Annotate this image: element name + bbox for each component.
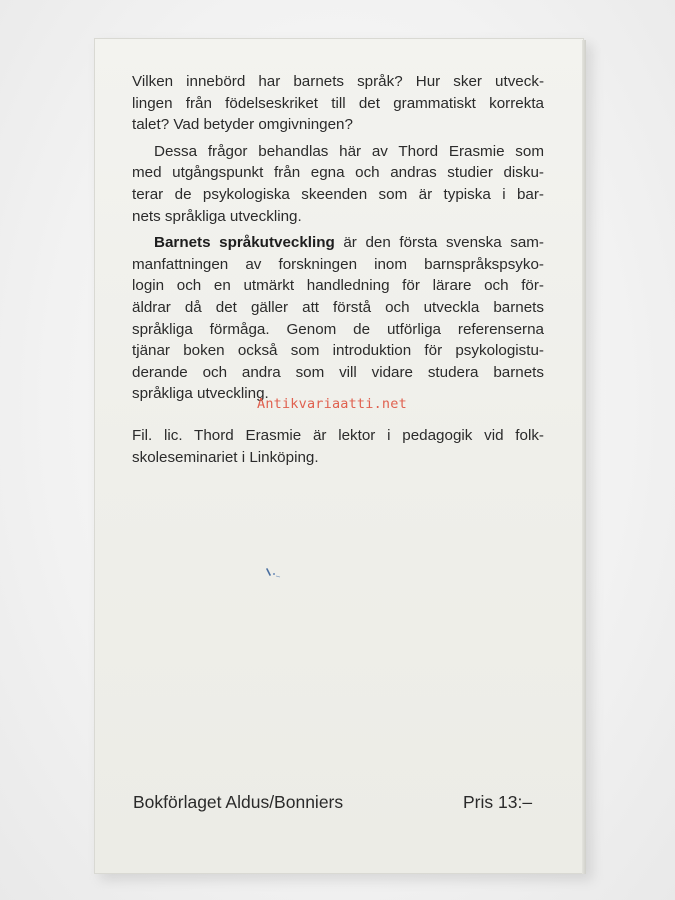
text-fragment: är den första svenska sam- [334, 234, 544, 252]
text-line: språkliga utveckling. [132, 385, 269, 403]
book-title-bold: Barnets språkutveckling [154, 234, 335, 252]
text-line: login och en utmärkt handledning för lärare och för- [132, 277, 544, 295]
price-label: Pris 13:– [463, 792, 533, 812]
text-line: med utgångspunkt från egna och andras studier disku- [132, 164, 544, 182]
text-line: manfattningen av forskningen inom barnspråkspsyko- [132, 255, 544, 273]
ink-speck-icon [264, 566, 288, 580]
publisher-name: Bokförlaget Aldus/Bonniers [133, 792, 344, 812]
text-line: Vilken innebörd har barnets språk? Hur sker utveck- [132, 73, 544, 90]
text-line: lingen från födelseskriket till det grammatiskt korrekta [132, 94, 544, 112]
text-line: tjänar boken också som introduktion för psykologistu- [132, 342, 544, 360]
book-page-edge [582, 40, 586, 874]
author-note [132, 425, 544, 468]
paragraph-topics [132, 141, 544, 227]
watermark-text: Antikvariaatti.net [257, 396, 407, 412]
text-line: språkliga förmåga. Genom de utförliga referenserna [132, 320, 544, 338]
text-line: Dessa frågor behandlas här av Thord Erasmie som [154, 142, 544, 160]
paragraph-intro [132, 71, 544, 136]
text-line [132, 232, 544, 254]
paragraph-summary [132, 232, 544, 405]
text-line: derande och andra som vill vidare studera barnets [132, 363, 544, 381]
text-line: nets språkliga utveckling. [132, 207, 302, 225]
text-line: talet? Vad betyder omgivningen? [132, 116, 353, 134]
text-line: skoleseminariet i Linköping. [132, 448, 319, 466]
text-line: äldrar då det gäller att förstå och utveckla barnets [132, 298, 544, 316]
text-line: terar de psykologiska skeenden som är typiska i bar- [132, 185, 544, 203]
text-line: Fil. lic. Thord Erasmie är lektor i pedagogik vid folk- [132, 426, 544, 444]
